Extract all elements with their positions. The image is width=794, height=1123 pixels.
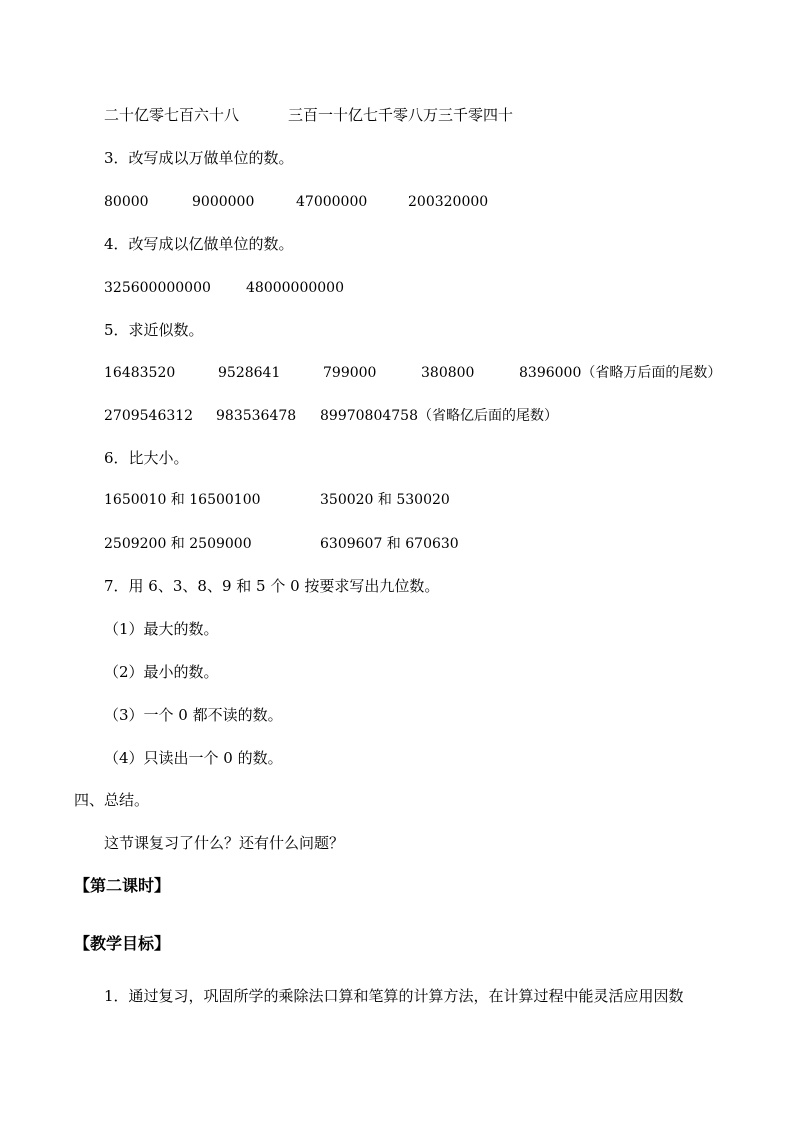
number-item: 8396000（省略万后面的尾数）: [519, 365, 722, 381]
number-item: 80000: [104, 194, 149, 210]
lesson-2-heading: 【第二课时】: [74, 876, 171, 895]
number-item: 48000000000: [246, 280, 344, 296]
compare-item: 350020 和 530020: [320, 492, 450, 508]
objective-1-text: 1．通过复习，巩固所学的乘除法口算和笔算的计算方法，在计算过程中能灵活应用因数: [104, 987, 684, 1005]
reading-item: 二十亿零七百六十八: [104, 106, 240, 124]
number-item: 9528641: [218, 365, 281, 381]
number-item: 799000: [323, 365, 377, 381]
number-item: 325600000000: [104, 280, 211, 296]
section-4-text: 这节课复习了什么？还有什么问题？: [104, 834, 345, 852]
section-4-title: 四、总结。: [74, 791, 150, 809]
compare-item: 1650010 和 16500100: [104, 492, 261, 508]
number-item: 983536478: [216, 408, 297, 424]
question-3-title: 3．改写成以万做单位的数。: [104, 149, 294, 167]
objectives-heading: 【教学目标】: [74, 934, 171, 953]
compare-item: 2509200 和 2509000: [104, 536, 252, 552]
question-7-item-3: （3）一个 0 都不读的数。: [104, 706, 283, 724]
question-4-title: 4．改写成以亿做单位的数。: [104, 235, 294, 253]
question-7-item-1: （1）最大的数。: [104, 620, 219, 638]
question-7-title: 7．用 6、3、8、9 和 5 个 0 按要求写出九位数。: [104, 577, 440, 595]
question-6-title: 6．比大小。: [104, 449, 189, 467]
number-item: 9000000: [192, 194, 255, 210]
number-item: 47000000: [296, 194, 368, 210]
question-5-title: 5．求近似数。: [104, 321, 204, 339]
number-item: 200320000: [408, 194, 489, 210]
question-7-item-2: （2）最小的数。: [104, 663, 219, 681]
number-item: 16483520: [104, 365, 176, 381]
compare-item: 6309607 和 670630: [320, 536, 459, 552]
reading-item: 三百一十亿七千零八万三千零四十: [288, 106, 514, 124]
question-7-item-4: （4）只读出一个 0 的数。: [104, 749, 283, 767]
number-item: 2709546312: [104, 408, 194, 424]
number-item: 380800: [421, 365, 475, 381]
number-item: 89970804758（省略亿后面的尾数）: [320, 408, 558, 424]
